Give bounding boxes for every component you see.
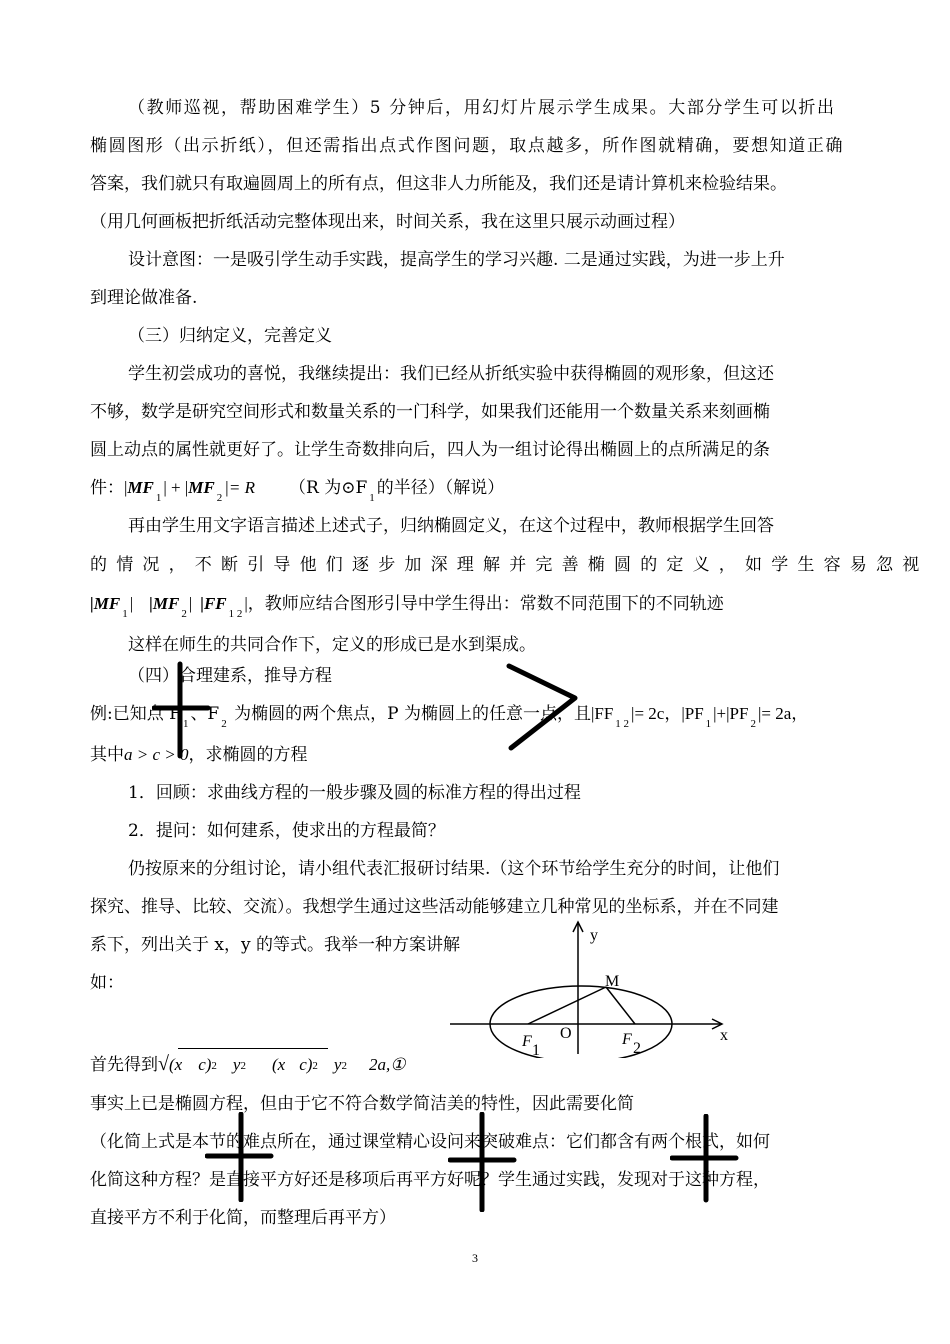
text-line: 化简这种方程？是直接平方好还是移项后再平方好呢？学生通过实践，发现对于这种方程， [90, 1170, 770, 1190]
focus-f2-label: F [622, 1031, 632, 1048]
formula-line: $|MF_1|$ $|MF_2|$ $|FF_{1 2}|$，教师应结合图形引导中学生得出：常数不同范围下的不同轨迹 [90, 594, 724, 620]
y-axis-label: y [590, 927, 598, 944]
text-line: 事实上已是椭圆方程，但由于它不符合数学简洁美的特性，因此需要化简 [90, 1094, 634, 1114]
text-line: 的情况，不断引导他们逐步加深理解并完善椭圆的定义，如学生容易忽视 [90, 555, 929, 575]
point-m-label: M [605, 973, 620, 990]
text-line: 探究、推导、比较、交流）。我想学生通过这些活动能够建立几种常见的坐标系，并在不同建 [90, 897, 779, 917]
focus-f1-label: F [522, 1033, 532, 1050]
text-line: 到理论做准备. [90, 288, 198, 308]
text-line: 系下，列出关于 x，y 的等式。我举一种方案讲解 [90, 935, 460, 955]
section-heading: （三）归纳定义，完善定义 [128, 326, 332, 346]
origin-label: O [560, 1025, 572, 1042]
ellipse-curve [490, 986, 672, 1058]
text-line: 仍按原来的分组讨论，请小组代表汇报研讨结果.（这个环节给学生充分的时间，让他们 [128, 859, 780, 879]
x-axis-label: x [720, 1027, 728, 1044]
text-line: 答案，我们就只有取遍圆周上的所有点，但这非人力所能及，我们还是请计算机来检验结果。 [90, 174, 787, 194]
ellipse-diagram [440, 918, 740, 1058]
text-line: 学生初尝成功的喜悦，我继续提出：我们已经从折纸实验中获得椭圆的观形象，但这还 [128, 364, 774, 384]
text-line: 这样在师生的共同合作下，定义的形成已是水到渠成。 [128, 635, 536, 655]
text-line: 不够，数学是研究空间形式和数量关系的一门科学，如果我们还能用一个数量关系来刻画椭 [90, 402, 770, 422]
text-line: 2．提问：如何建系，使求出的方程最简？ [128, 821, 445, 841]
focus-f1-sub: 1 [532, 1042, 540, 1058]
text-line: （教师巡视，帮助困难学生）5 分钟后，用幻灯片展示学生成果。大部分学生可以折出 [128, 98, 836, 118]
text-line: （用几何画板把折纸活动完整体现出来，时间关系，我在这里只展示动画过程） [90, 212, 685, 232]
text-line: 1．回顾：求曲线方程的一般步骤及圆的标准方程的得出过程 [128, 783, 581, 803]
text-line: 设计意图：一是吸引学生动手实践，提高学生的学习兴趣. 二是通过实践，为进一步上升 [128, 250, 785, 270]
example-line: 其中a > c > 0，求椭圆的方程 [90, 745, 308, 765]
text-line: 圆上动点的属性就更好了。让学生奇数排向后，四人为一组讨论得出椭圆上的点所满足的条 [90, 440, 770, 460]
text-line: （化简上式是本节的难点所在，通过课堂精心设问来突破难点：它们都含有两个根式，如何 [90, 1132, 770, 1152]
equation-line: 首先得到√(x c)2 y2 (x c)2 y2 2a,① [90, 1053, 406, 1075]
text-line: 再由学生用文字语言描述上述式子，归纳椭圆定义，在这个过程中，教师根据学生回答 [128, 516, 774, 536]
text-line: 如： [90, 973, 124, 993]
segment-mf1 [528, 987, 606, 1024]
text-line: 椭圆图形（出示折纸），但还需指出点式作图问题，取点越多，所作图就精确，要想知道正确 [90, 136, 845, 156]
page-number: 3 [472, 1251, 478, 1265]
focus-f2-sub: 2 [633, 1040, 641, 1057]
section-heading: （四）合理建系，推导方程 [128, 666, 332, 686]
formula-line: 件：$|MF_1| + |MF_2|= R$ （R 为⊙F $_1$ 的半径）（解说） [90, 478, 505, 504]
cross-mark [448, 1112, 518, 1212]
text-line: 直接平方不利于化简，而整理后再平方） [90, 1208, 396, 1228]
example-line: 例:已知点 F $_1$ 、F $_2$ 为椭圆的两个焦点，P 为椭圆上的任意一点，且$|FF_{1 2}|= 2c$，$|PF_1|+|PF_2|= 2a$， [90, 704, 809, 730]
radical-bar [178, 1048, 328, 1049]
